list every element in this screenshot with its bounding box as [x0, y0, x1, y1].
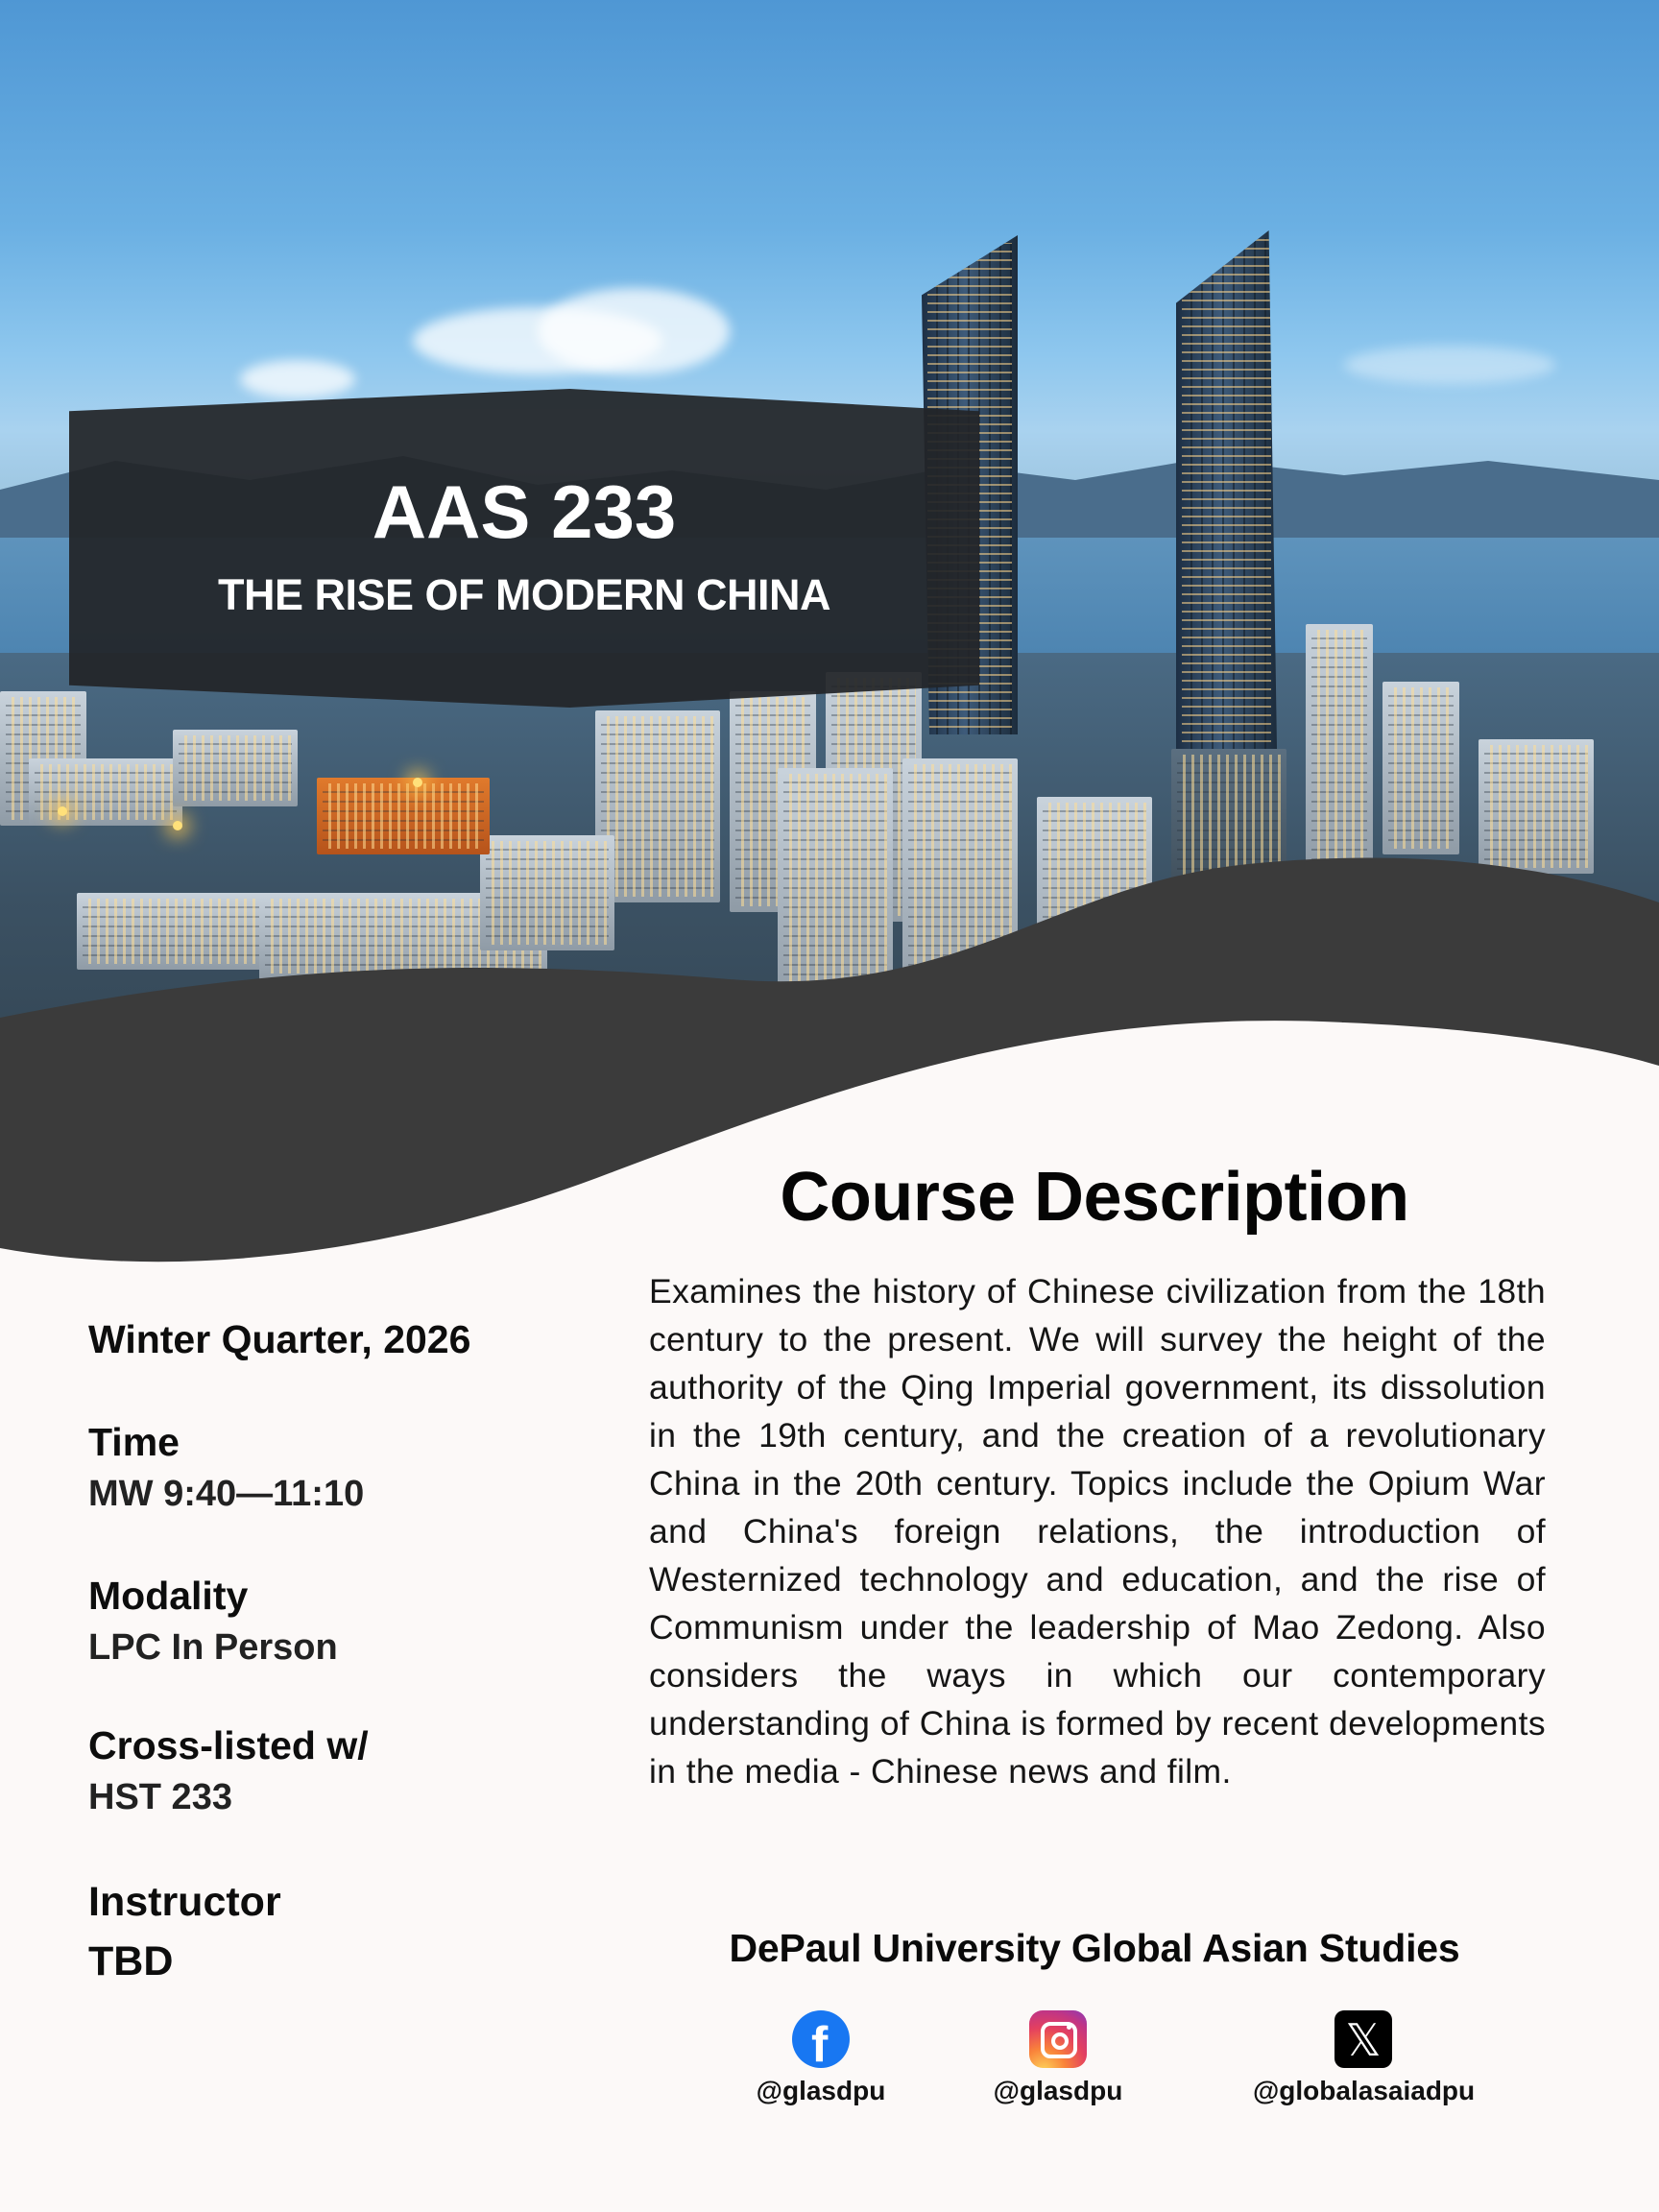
organization-name: DePaul University Global Asian Studies [729, 1926, 1460, 1970]
social-handle[interactable]: @glasdpu [756, 2076, 886, 2105]
detail-value: TBD [88, 1938, 174, 1984]
social-handle[interactable]: @globalasaiadpu [1253, 2076, 1476, 2105]
description-body: Examines the history of Chinese civilization from the 18th century to the present. We will survey the height of the authority of the Qing Imperial government, its dissolution in the 19th century, and the creation of a revolutionary China in the 20th century. Topics include the Opium War and China's foreign relations, the introduction of Westernized technology and education, and the rise of Communism under the leadership of Mao Zedong. Also considers the ways in which our contemporary understanding of China is formed by recent developments in the media - Chinese news and film. [649, 1272, 1546, 1791]
social-facebook[interactable] [706, 2010, 936, 2106]
cloud [240, 360, 355, 398]
detail-modality [88, 1569, 338, 1672]
detail-label: Modality [88, 1574, 249, 1618]
course-code: AAS 233 [372, 469, 677, 554]
instagram-icon[interactable] [1029, 2010, 1087, 2068]
term-label: Winter Quarter, 2026 [88, 1317, 471, 1361]
detail-value: LPC In Person [88, 1627, 338, 1668]
tower-right [1176, 230, 1277, 749]
detail-time [88, 1415, 364, 1519]
description-title: Course Description [780, 1159, 1409, 1236]
x-icon[interactable]: 𝕏 [1334, 2010, 1392, 2068]
detail-value: MW 9:40—11:10 [88, 1474, 365, 1514]
detail-cross-listed [88, 1719, 369, 1822]
detail-label: Instructor [88, 1879, 281, 1925]
cloud [538, 288, 730, 374]
detail-label: Time [88, 1420, 180, 1464]
detail-label: Cross-listed w/ [88, 1723, 369, 1767]
social-instagram[interactable] [943, 2010, 1173, 2106]
detail-instructor [88, 1872, 281, 1991]
social-handle[interactable]: @glasdpu [993, 2076, 1123, 2105]
detail-value: HST 233 [88, 1777, 232, 1817]
facebook-icon[interactable]: f [792, 2010, 850, 2068]
course-title: THE RISE OF MODERN CHINA [217, 570, 831, 619]
social-x[interactable] [1253, 2010, 1474, 2106]
cloud [1344, 346, 1555, 384]
